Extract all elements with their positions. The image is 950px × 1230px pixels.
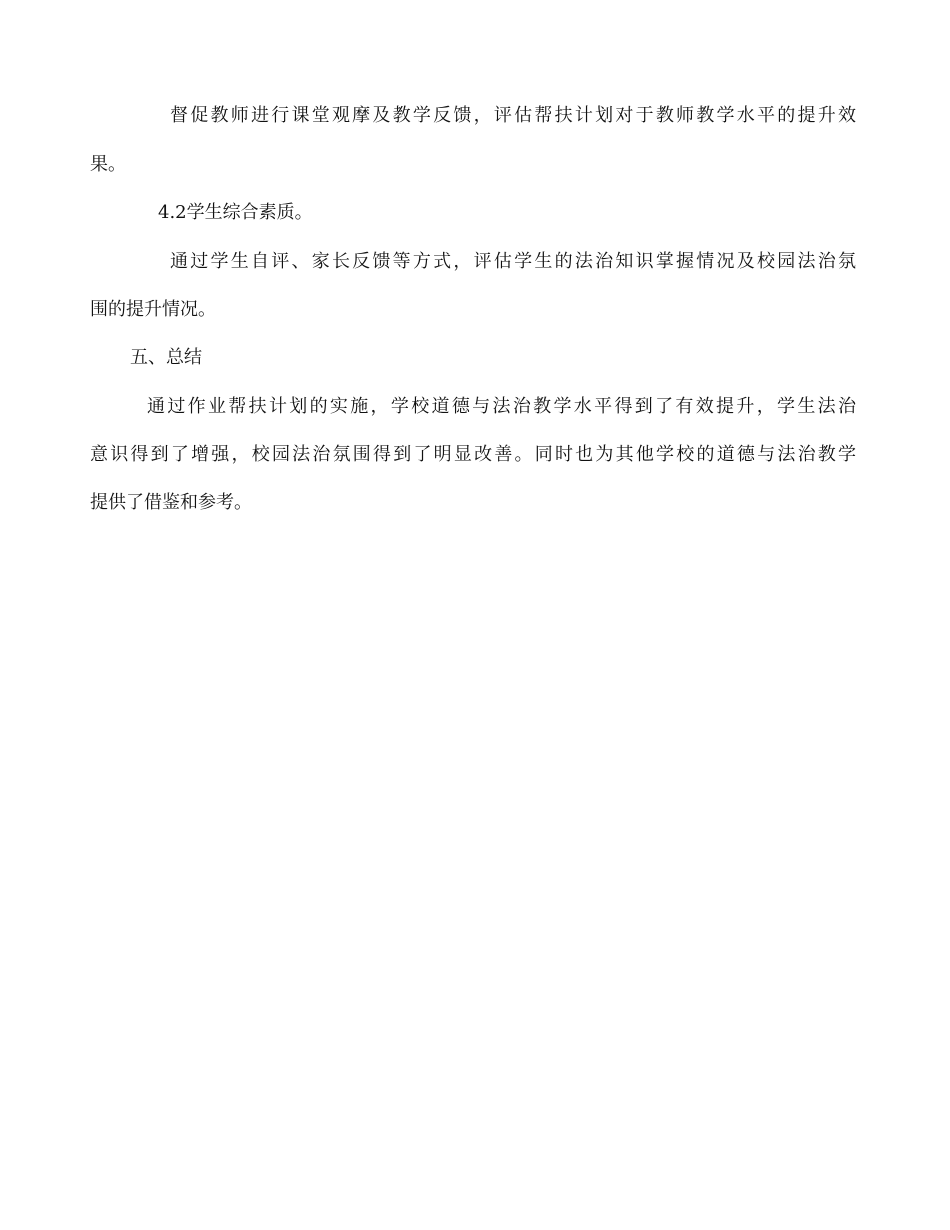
paragraph-summary-line-3: 提供了借鉴和参考。 (90, 492, 252, 513)
paragraph-student-assessment-line-1: 通过学生自评、家长反馈等方式，评估学生的法治知识掌握情况及校园法治氛 (170, 251, 856, 272)
paragraph-student-assessment-line-2: 围的提升情况。 (90, 299, 216, 320)
item-4-heading: 4.2学生综合素质。 (158, 202, 313, 223)
paragraph-summary-line-1: 通过作业帮扶计划的实施，学校道德与法治教学水平得到了有效提升，学生法治 (147, 396, 856, 417)
section-5-heading: 五、总结 (130, 347, 202, 368)
paragraph-teacher-feedback-line-2: 果。 (90, 154, 126, 175)
paragraph-teacher-feedback-line-1: 督促教师进行课堂观摩及教学反馈，评估帮扶计划对于教师教学水平的提升效 (170, 105, 856, 126)
paragraph-summary-line-2: 意识得到了增强，校园法治氛围得到了明显改善。同时也为其他学校的道德与法治教学 (90, 444, 856, 465)
